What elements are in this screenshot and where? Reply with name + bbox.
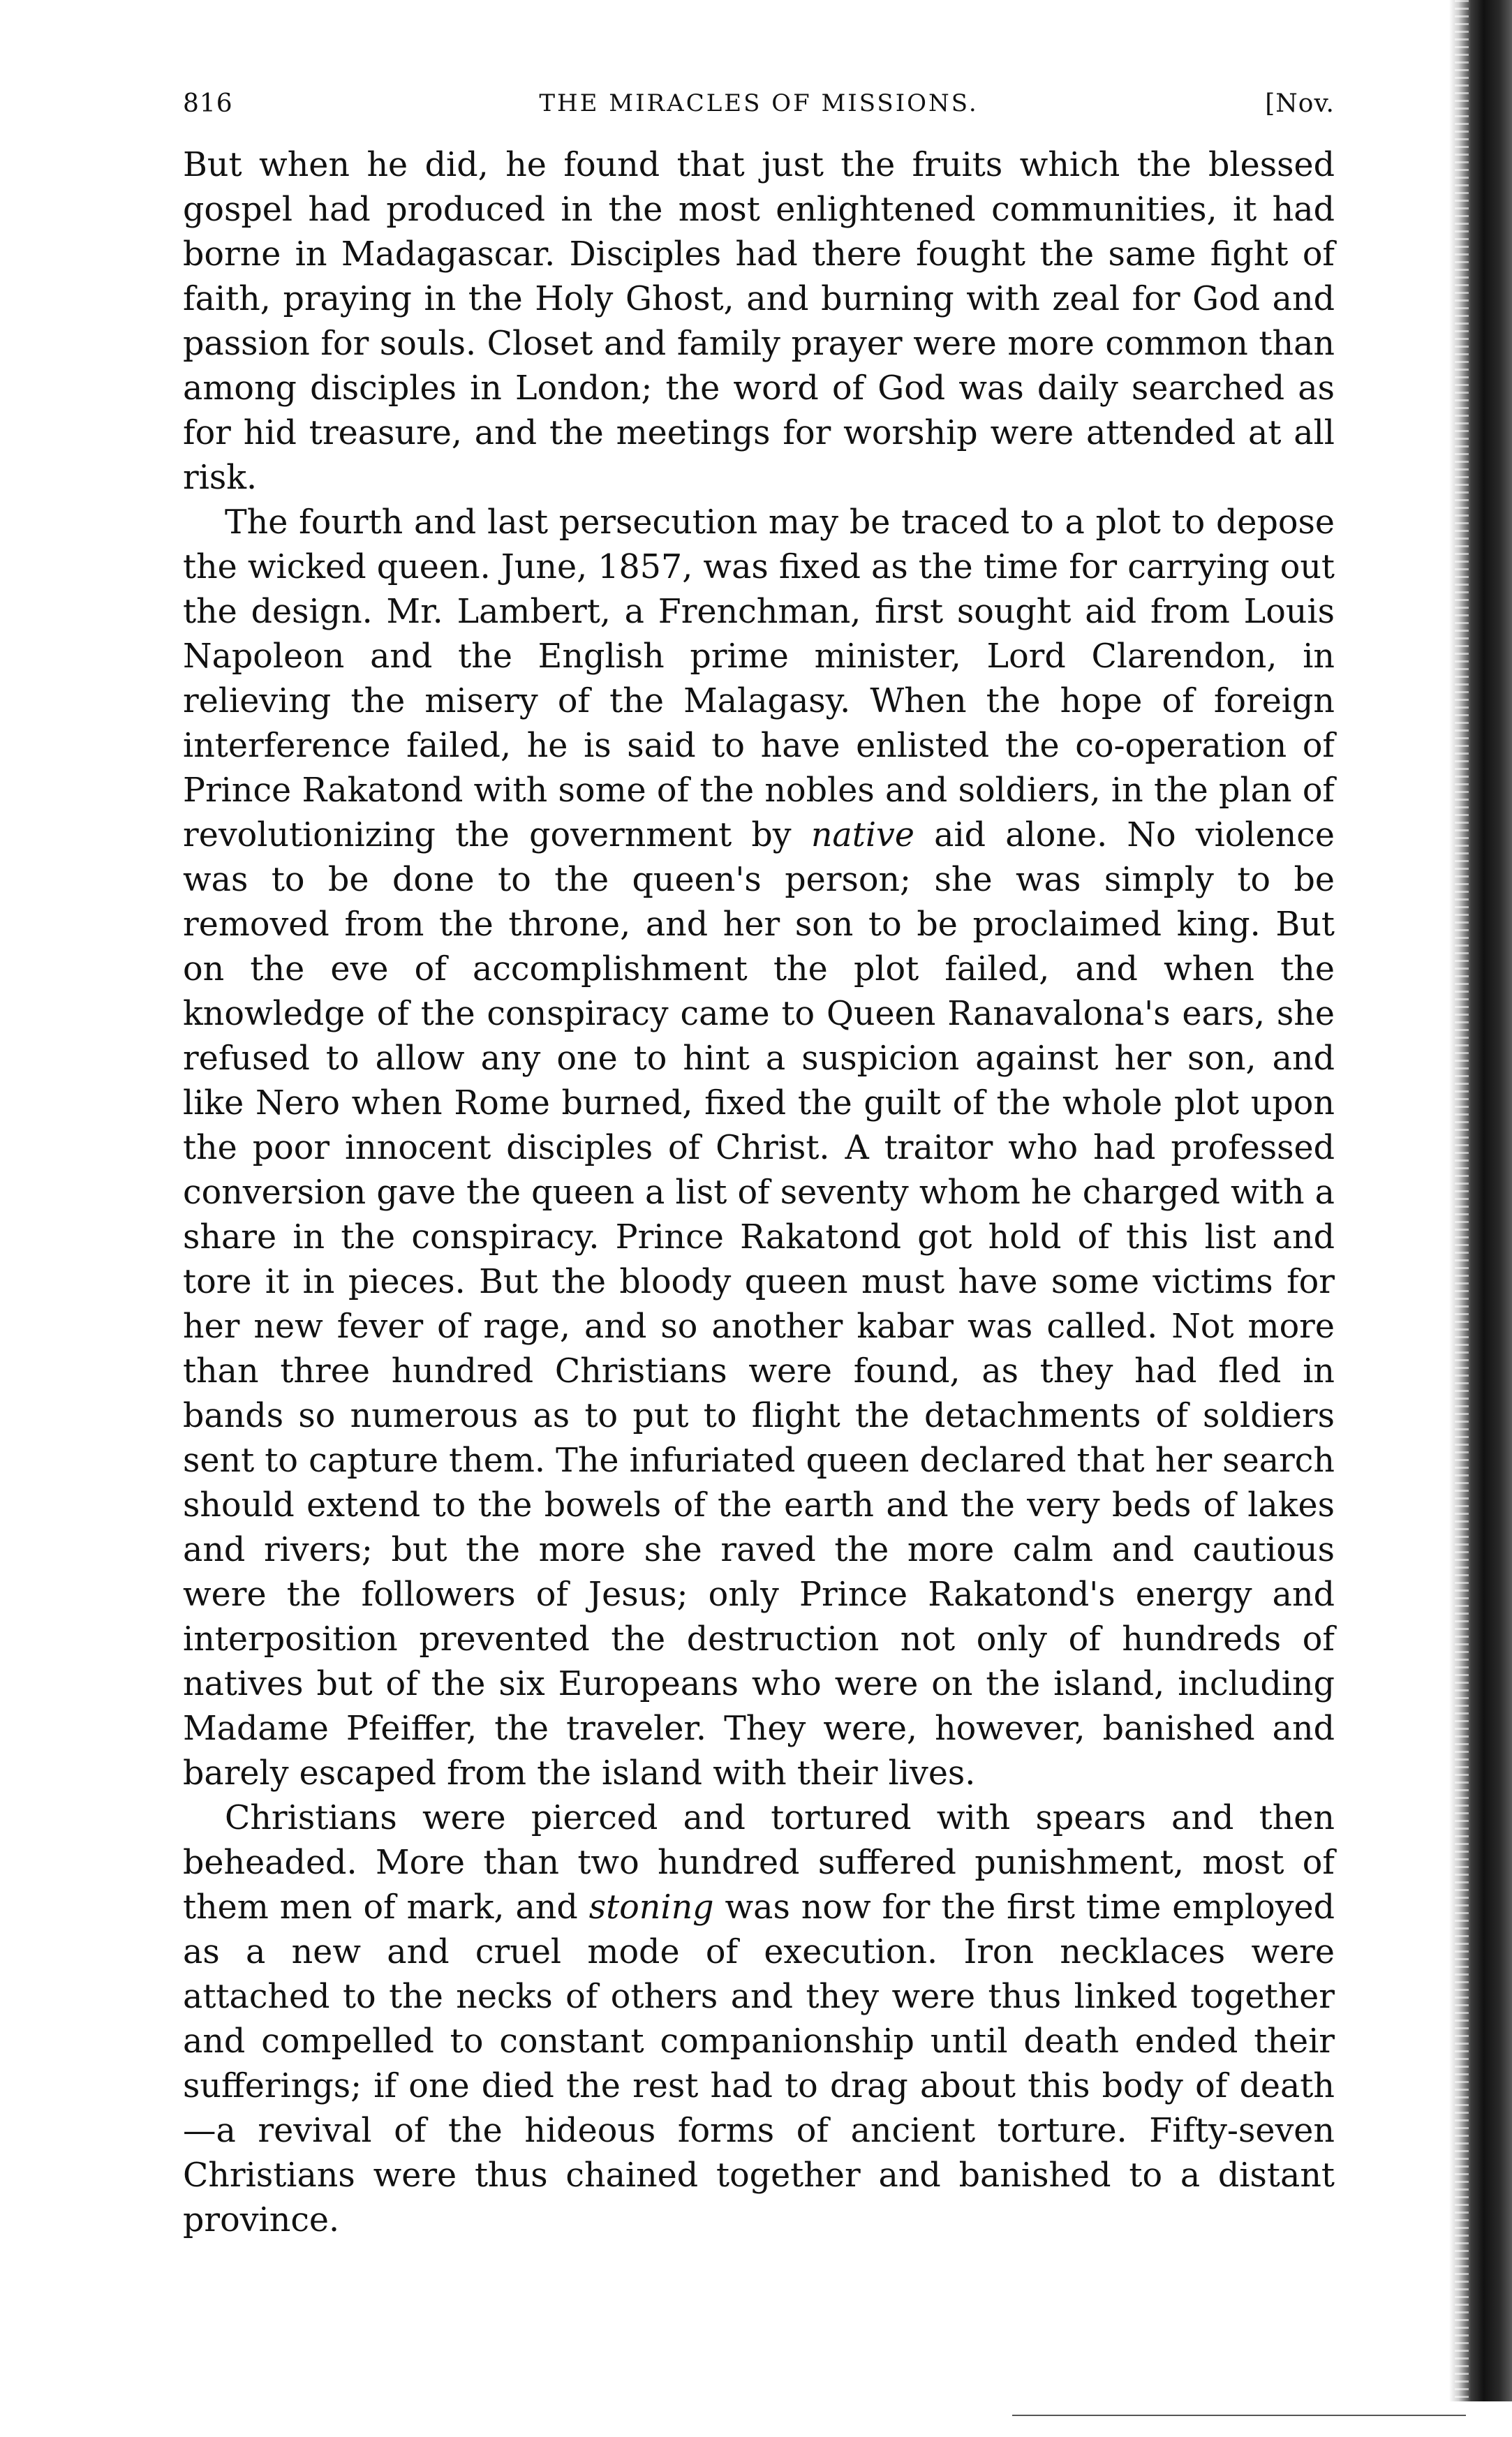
italic-word: stoning — [588, 1888, 714, 1927]
body-text — [183, 143, 1335, 2243]
running-head — [183, 89, 1335, 131]
running-month: [Nov. — [1265, 89, 1335, 118]
paragraph-executions — [183, 1796, 1335, 2243]
paragraph-text: aid alone. No violence was to be done to the queen's person; she was simply to be removed from the throne, and her son to be proclaimed king. But on the eve of accomplishment the plot failed, and when the knowledge of the conspiracy came to Queen Ranavalona's ears, she refused to allow any one to hint a suspicion against her son, and like Nero when Rome burned, fixed the guilt of the whole plot upon the poor innocent disciples of Christ. A traitor who had professed conversion gave the queen a list of seventy whom he charged with a share in the conspiracy. Prince Rakatond got hold of this list and tore it in pieces. But the bloody queen must have some victims for her new fever of rage, and so another kabar was called. Not more than three hundred Christians were found, as they had fled in bands so numerous as to put to flight the detachments of soldiers sent to capture them. The infuriated queen declared that her search should extend to the bowels of the earth and the very beds of lakes and rivers; but the more she raved the more calm and cautious were the followers of Jesus; only Prince Rakatond's energy and interposition prevented the destruction not only of hundreds of natives but of the six Europeans who were on the island, including Madame Pfeiffer, the traveler. They were, however, banished and barely escaped from the island with their lives. — [183, 816, 1335, 1793]
scanned-edge-speckle — [1455, 0, 1469, 2401]
paragraph-fourth-persecution — [183, 501, 1335, 1796]
page-number: 816 — [183, 89, 233, 118]
paragraph-text: was now for the first time employed as a new and cruel mode of execution. Iron necklaces were attached to the necks of others and they were thus linked together and compelled to constant companionship until death ended their sufferings; if one died the rest had to drag about this body of death—a revival of the hideous forms of ancient torture. Fifty-seven Christians were thus chained together and banished to a distant province. — [183, 1888, 1335, 2239]
running-title: THE MIRACLES OF MISSIONS. — [539, 89, 979, 117]
paragraph-text: Christians were pierced and tortured with spears and then beheaded. More than two hundred suffered punishment, most of them men of mark, and — [183, 1799, 1335, 1927]
paragraph-text: The fourth and last persecution may be traced to a plot to depose the wicked queen. June, 1857, was fixed as the time for carrying out the design. Mr. Lambert, a Frenchman, first sought aid from Louis Napoleon and the English prime minister, Lord Clarendon, in relieving the misery of the Malagasy. When the hope of foreign interference failed, he is said to have enlisted the co-operation of Prince Rakatond with some of the nobles and soldiers, in the plan of revolutionizing the government by — [183, 503, 1335, 854]
bottom-rule — [1012, 2415, 1466, 2416]
italic-word: native — [810, 816, 914, 854]
paragraph-text: But when he did, he found that just the fruits which the blessed gospel had produced in the most enlightened communities, it had borne in Madagascar. Disciples had there fought the same fight of faith, praying in the Holy Ghost, and burning with zeal for God and passion for souls. Closet and family prayer were more common than among disciples in London; the word of God was daily searched as for hid treasure, and the meetings for worship were attended at all risk. — [183, 146, 1335, 497]
paragraph-continued — [183, 143, 1335, 501]
